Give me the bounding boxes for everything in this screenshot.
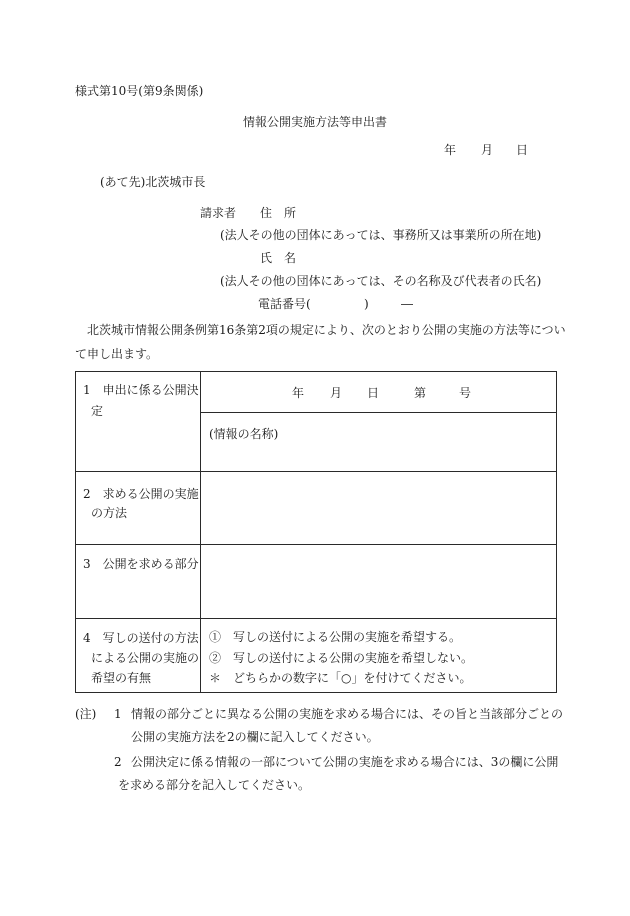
row-divider	[76, 618, 556, 619]
form-number: 様式第10号(第9条関係)	[75, 84, 204, 98]
request-table	[75, 371, 557, 693]
option-no-delivery: ② 写しの送付による公開の実施を希望しない。	[209, 651, 474, 665]
date-day-label: 日	[516, 143, 529, 157]
decision-number-suffix: 号	[459, 386, 472, 400]
note-line: 公開の実施方法を2の欄に記入してください。	[131, 730, 379, 744]
note-line: 公開決定に係る情報の一部について公開の実施を求める場合には、3の欄に公開	[131, 755, 559, 769]
note-number: 1	[114, 707, 122, 721]
option-wish-delivery: ① 写しの送付による公開の実施を希望する。	[209, 630, 462, 644]
intro-line: 北茨城市情報公開条例第16条第2項の規定により、次のとおり公開の実施の方法等につい	[75, 323, 566, 337]
phone-label: 電話番号(	[258, 297, 311, 311]
document-title: 情報公開実施方法等申出書	[242, 115, 387, 129]
info-name-label: (情報の名称)	[209, 427, 279, 441]
address-note: (法人その他の団体にあっては、事務所又は事業所の所在地)	[220, 228, 542, 242]
decision-month-label: 月	[330, 386, 343, 400]
name-note: (法人その他の団体にあっては、その名称及び代表者の氏名)	[220, 274, 542, 288]
requester-label: 請求者	[200, 206, 237, 220]
row-label-line: 1 申出に係る公開決	[83, 383, 199, 397]
date-year-label: 年	[444, 143, 457, 157]
column-divider	[200, 372, 201, 692]
phone-paren-close: )	[364, 297, 369, 311]
note-line: 情報の部分ごとに異なる公開の実施を求める場合には、その旨と当該部分ごとの	[131, 707, 564, 721]
note-number: 2	[114, 755, 122, 769]
option-instruction: ＊ どちらかの数字に「○」を付けてください。	[209, 671, 472, 685]
row-label-line: の方法	[91, 506, 128, 520]
row-divider	[76, 544, 556, 545]
intro-line: て申し出ます。	[75, 347, 159, 361]
addressee: (あて先)北茨城市長	[100, 175, 206, 189]
row-label-line: 定	[91, 404, 104, 418]
decision-day-label: 日	[367, 386, 380, 400]
row-label-line: 2 求める公開の実施	[83, 487, 199, 501]
decision-number-prefix: 第	[414, 386, 427, 400]
note-line: を求める部分を記入してください。	[118, 778, 311, 792]
row1-inner-divider	[200, 412, 556, 413]
date-month-label: 月	[481, 143, 494, 157]
name-label: 氏 名	[260, 251, 297, 265]
notes-label: (注)	[75, 707, 97, 721]
row-label-line: による公開の実施の	[91, 651, 200, 665]
address-label: 住 所	[260, 206, 297, 220]
row-label-line: 希望の有無	[91, 671, 152, 685]
row-divider	[76, 471, 556, 472]
decision-year-label: 年	[292, 386, 305, 400]
row-label-line: 3 公開を求める部分	[83, 557, 199, 571]
phone-dash: ―	[401, 297, 413, 311]
row-label-line: 4 写しの送付の方法	[83, 631, 199, 645]
